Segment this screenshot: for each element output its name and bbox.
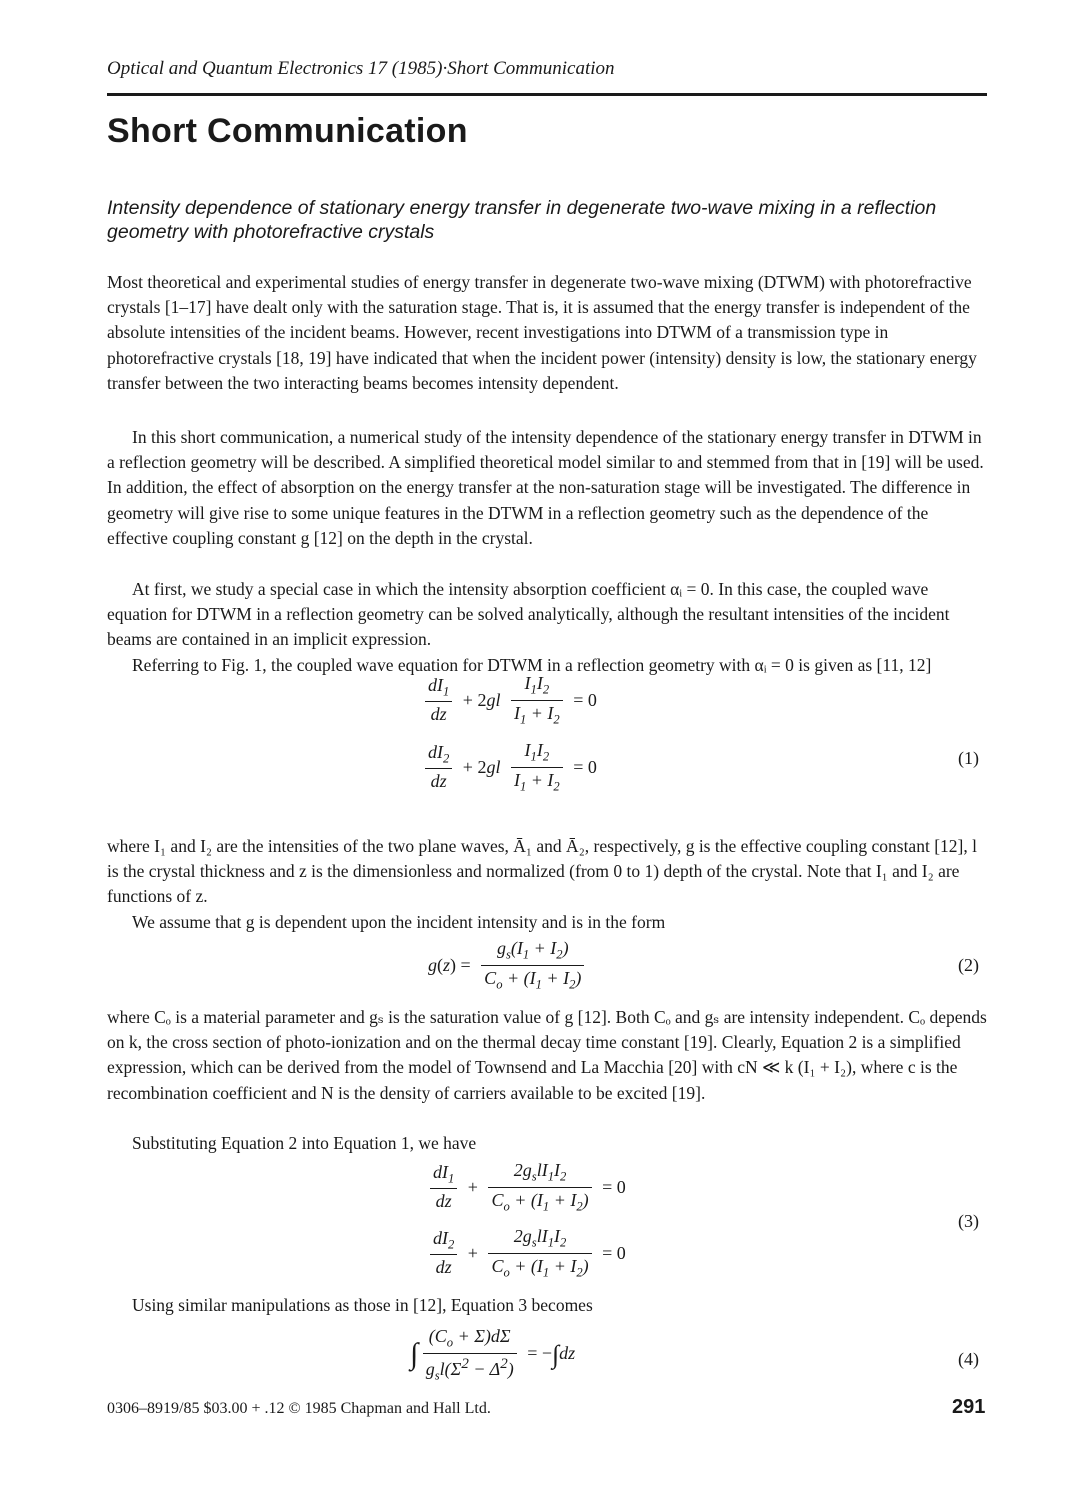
equation-4-number: (4) [958,1349,979,1369]
footer-copyright: 0306–8919/85 $03.00 + .12 © 1985 Chapman and Hall Ltd. [107,1400,491,1417]
paragraph-8: Substituting Equation 2 into Equation 1, we have [132,1133,477,1153]
header-rule [107,93,987,96]
paragraph-3: At first, we study a special case in which the intensity absorption coefficient αᵢ = 0. In this case, the coupled wave equation for DTWM in a reflection geometry can be solved analytically, although the resultant intensities of the incident beams are contained in an implicit expression. [107,579,950,650]
paragraph-7: where Cₒ is a material parameter and gₛ is the saturation value of g [12]. Both Cₒ and gₛ are intensity independent. Cₒ depends on k, the cross section of photo-ionization and on the thermal decay time constant [19]. Clearly, Equation 2 is a simplified expression, which can be derived from the model of Townsend and La Macchia [20] with cN ≪ k (I₁ + I₂), where c is the recombination coefficient and N is the density of carriers available to be excited [19]. [107,1007,987,1103]
paragraph-4: Referring to Fig. 1, the coupled wave equation for DTWM in a reflection geometry with αᵢ = 0 is given as [11, 12] [132,655,932,675]
equation-3-number: (3) [958,1211,979,1231]
paragraph-9: Using similar manipulations as those in [12], Equation 3 becomes [132,1295,593,1315]
equation-1-number: (1) [958,748,979,768]
equation-2-number: (2) [958,955,979,975]
journal-page: Optical and Quantum Electronics 17 (1985)·Short Communication Short Communication Intensity dependence of stationary energy transfer in degenerate two-wave mixing in a reflection geometry with photorefractive crystals Most theoretical and experimental studies of energy transfer in degenerate two-wave mixing (DTWM) with photorefractive crystals [1–17] have dealt only with the saturation stage. That is, it is assumed that the energy transfer is independent of the absolute intensities of the incident beams. However, recent investigations into DTWM of a transmission type in photorefractive crystals [18, 19] have indicated that when the incident power (intensity) density is low, the stationary energy transfer between the two interacting beams becomes intensity dependent. In this short communication, a numerical study of the intensity dependence of the stationary energy transfer in DTWM in a reflection geometry will be described. A simplified theoretical model similar to and stemmed from that in [19] will be used. In addition, the effect of absorption on the energy transfer at the non-saturation stage will be investigated. The difference in geometry will give rise to some unique features in the DTWM in a reflection geometry such as the dependence of the effective coupling constant g [12] on the depth in the crystal. At first, we study a special case in which the intensity absorption coefficient αᵢ = 0. In this case, the coupled wave equation for DTWM in a reflection geometry can be solved analytically, although the resultant intensities of the incident beams are contained in an implicit expression. Referring to Fig. 1, the coupled wave equation for DTWM in a reflection geometry with αᵢ = 0 is given as [11, 12] $\frac{dI_1}{dz}$ + 2gl $\frac{I_1I_2}{I_1 + I_2}$ = 0 $\frac{dI_2}{dz}$ + 2gl $\frac{I_1I_2}{I_1 + I_2}$ = 0 (1) where I₁ and I₂ are the intensities of the two plane waves, Ā₁ and Ā₂, respectively, g is the effective coupling constant [12], l is the crystal thickness and z is the dimensionless and normalized (from 0 to 1) depth of the crystal. Note that I₁ and I₂ are functions of z. We assume that g is dependent upon the incident intensity and is in the form g(z) = $\frac{g_s(I_1 + I_2)}{C_o + (I_1 + I_2)}$ (2) where Cₒ is a material parameter and gₛ is the saturation value of g [12]. Both Cₒ and gₛ are intensity independent. Cₒ depends on k, the cross section of photo-ionization and on the thermal decay time constant [19]. Clearly, Equation 2 is a simplified expression, which can be derived from the model of Townsend and La Macchia [20] with cN ≪ k (I₁ + I₂), where c is the recombination coefficient and N is the density of carriers available to be excited [19]. Substituting Equation 2 into Equation 1, we have $\frac{dI_1}{dz}$ + $\frac{2g_slI_1I_2}{C_o + (I_1 + I_2)}$ = 0 $\frac{dI_2}{dz}$ + $\frac{2g_slI_1I_2}{C_o + (I_1 + I_2)}$ = 0 (3) Using similar manipulations as those in [12], Equation 3 becomes ∫ $\frac{(C_o + \Sigma)d\Sigma}{g_sl(\Sigma^2 - \Delta^2)}$ = −∫dz (4) 0306–8919/85 $03.00 + .12 © 1985 Chapman and Hall Ltd. 291 [107,58,987,1418]
article-title: Intensity dependence of stationary energy transfer in degenerate two-wave mixing in a reflection geometry with photorefractive crystals [107,197,937,243]
paragraph-6: We assume that g is dependent upon the incident intensity and is in the form [132,912,666,932]
paragraph-1: Most theoretical and experimental studies of energy transfer in degenerate two-wave mixing (DTWM) with photorefractive crystals [1–17] have dealt only with the saturation stage. That is, it is assumed that the energy transfer is independent of the absolute intensities of the incident beams. However, recent investigations into DTWM of a transmission type in photorefractive crystals [18, 19] have indicated that when the incident power (intensity) density is low, the stationary energy transfer between the two interacting beams becomes intensity dependent. [107,272,977,393]
paragraph-5: where I₁ and I₂ are the intensities of the two plane waves, Ā₁ and Ā₂, respectively, g is the effective coupling constant [12], l is the crystal thickness and z is the dimensionless and normalized (from 0 to 1) depth of the crystal. Note that I₁ and I₂ are functions of z. [107,836,977,907]
section-title: Short Communication [107,112,468,150]
page-number: 291 [952,1396,986,1418]
running-head: Optical and Quantum Electronics 17 (1985)·Short Communication [107,58,615,79]
paragraph-2: In this short communication, a numerical study of the intensity dependence of the stationary energy transfer in DTWM in a reflection geometry will be described. A simplified theoretical model similar to and stemmed from that in [19] will be used. In addition, the effect of absorption on the energy transfer at the non-saturation stage will be investigated. The difference in geometry will give rise to some unique features in the DTWM in a reflection geometry such as the dependence of the effective coupling constant g [12] on the depth in the crystal. [107,427,984,548]
